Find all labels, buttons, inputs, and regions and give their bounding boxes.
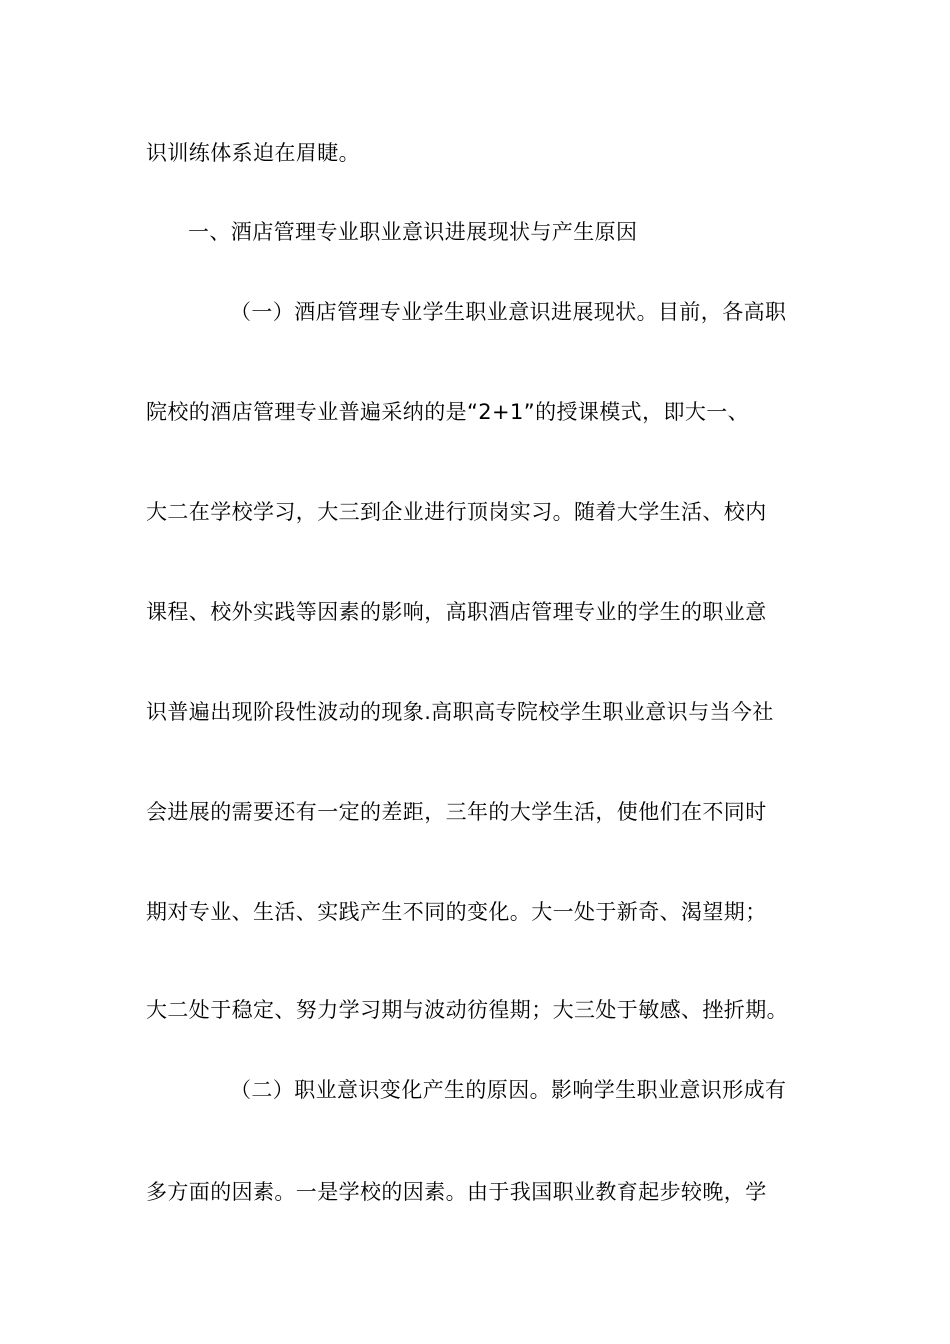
- paragraph-line: 期对专业、生活、实践产生不同的变化。大一处于新奇、渴望期；: [146, 900, 767, 924]
- paragraph-line: 多方面的因素。一是学校的因素。由于我国职业教育起步较晚，学: [146, 1180, 767, 1204]
- paragraph-line: 大二处于稳定、努力学习期与波动彷徨期；大三处于敏感、挫折期。: [146, 998, 788, 1022]
- section-heading: 一、酒店管理专业职业意识进展现状与产生原因: [188, 220, 638, 244]
- paragraph-line: 识普遍出现阶段性波动的现象.高职高专院校学生职业意识与当今社: [146, 700, 774, 724]
- paragraph-line: 大二在学校学习，大三到企业进行顶岗实习。随着大学生活、校内: [146, 500, 767, 524]
- paragraph-line: （一）酒店管理专业学生职业意识进展现状。目前，各高职: [230, 300, 787, 324]
- paragraph-line: 院校的酒店管理专业普遍采纳的是“2+1”的授课模式，即大一、: [146, 400, 750, 424]
- paragraph-line: 课程、校外实践等因素的影响，高职酒店管理专业的学生的职业意: [146, 600, 767, 624]
- paragraph-line: 识训练体系迫在眉睫。: [146, 141, 360, 165]
- paragraph-line: 会进展的需要还有一定的差距，三年的大学生活，使他们在不同时: [146, 800, 767, 824]
- paragraph-line: （二）职业意识变化产生的原因。影响学生职业意识形成有: [230, 1078, 787, 1102]
